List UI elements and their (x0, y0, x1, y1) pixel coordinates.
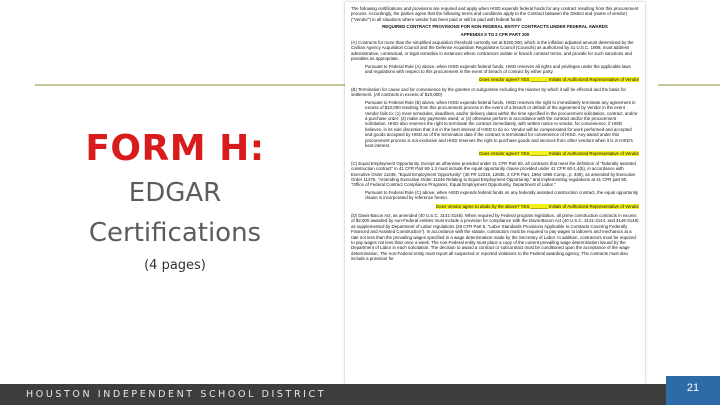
pages-note: (4 pages) (144, 258, 206, 273)
doc-heading: REQUIRED CONTRACT PROVISIONS FOR NON-FEDERAL ENTITY CONTRACTS UNDER FEDERAL AWARDS (382, 24, 608, 30)
divider-line (658, 84, 720, 86)
slide-title: FORM H: (85, 128, 265, 169)
slide-subtitle-line-2: Certifications (88, 218, 262, 248)
signature-line: Does Vendor agree to abide by the above? YES _______ Initials of Authorized Representative of Vendor (435, 203, 639, 209)
footer-bar (0, 384, 720, 405)
footer-district-name: HOUSTON INDEPENDENT SCHOOL DISTRICT (26, 389, 327, 400)
doc-section-b-pursuant: Pursuant to Federal Rule (B) above, when HISD expends federal funds, HISD reserves the right to immediately terminate any agreement in excess of $10,000 resulting from this procurement process in the event of a breach or default of the agreement by Vendor in the event Vendor fails to: (1) meet schedules, deadlines, and/or delivery dates within the time specified in the procurement solicitation, contract, and/or a purchase order; (2) make any payments owed; or (3) otherwise perform in accordance with the contract and/or the procurement solicitation. HISD also reserves the right to terminate the contract immediately, with written notice to vendor, for convenience, if HISD believes, in its sole discretion that it is in the best interest of HISD to do so. Vendor will be compensated for work performed and accepted and goods accepted by HISD as of the termination date if the contract is terminated for convenience of HISD. Any award under this procurement process is not exclusive and HISD reserves the right to purchase goods and services from other vendors when it is in HISD's best interest. (365, 99, 638, 148)
doc-section-b: (B) Termination for cause and for convenience by the grantee or subgrantee including the manner by which it will be effected and the basis for settlement. (All contracts in excess of $10,000) (351, 86, 626, 98)
title-block (55, 128, 295, 273)
signature-line: Does Vendor agree? YES _______ Initials of Authorized Representative of Vendor (479, 151, 639, 157)
slide-subtitle-line-1: EDGAR (128, 178, 222, 208)
divider-line (35, 84, 353, 86)
doc-section-c-pursuant: Pursuant to Federal Rule (C) above, when HISD expends federal funds on any federally assisted construction contract, the equal opportunity clause is incorporated by reference herein. (365, 189, 639, 201)
doc-section-c: (C) Equal Employment Opportunity. Except as otherwise provided under 41 CFR Part 60, all contracts that meet the definition of "federally assisted construction contract" in 41 CFR Part 60-1.3 must include the equal opportunity clause provided under 41 CFR 60-1.4(b), in accordance with Executive Order 11246, "Equal Employment Opportunity" (30 FR 12319, 12935, 3 CFR Part, 1964-1965 Comp., p. 339), as amended by Executive Order 11375, "Amending Executive Order 11246 Relating to Equal Employment Opportunity," and implementing regulations at 41 CFR part 60, "Office of Federal Contract Compliance Programs, Equal Employment Opportunity, Department of Labor." (351, 160, 636, 188)
document-image (345, 2, 645, 384)
doc-section-d: (D) Davis-Bacon Act, as amended (40 U.S.C. 3141-3148). When required by Federal program legislation, all prime construction contracts in excess of $2,000 awarded by non-Federal entities must include a provision for compliance with the Davis-Bacon Act (40 U.S.C. 3141-3144, and 3146-3148) as supplemented by Department of Labor regulations (29 CFR Part 5, "Labor Standards Provisions Applicable to Contracts Covering Federally Financed and Assisted Construction"). In accordance with the statute, contractors must be required to pay wages to laborers and mechanics at a rate not less than the prevailing wages specified in a wage determination made by the Secretary of Labor. In addition, contractors must be required to pay wages not less than once a week. The non-Federal entity must place a copy of the current prevailing wage determination issued by the Department of Labor in each solicitation. The decision to award a contract or subcontract must be conditioned upon the acceptance of the wage determination. The non-Federal entity must report all suspected or reported violations to the Federal awarding agency. The contracts must also include a provision for (351, 213, 639, 262)
doc-section-a: (A) Contracts for more than the simplified acquisition threshold currently set at $150,000, which is the inflation adjusted amount determined by the Civilian Agency Acquisition Council and the Defense Acquisition Regulations Council (Councils) as authorized by 41 U.S.C. 1908, must address administrative, contractual, or legal remedies in instances where contractors violate or breach contract terms, and provide for such sanctions and penalties as appropriate. (351, 40, 634, 62)
doc-subheading: APPENDIX II TO 2 CFR PART 200 (460, 31, 530, 37)
slide-number: 21 (666, 376, 720, 405)
doc-intro: The following certifications and provisions are required and apply when HISD expends federal funds for any contract resulting from this procurement process. Accordingly, the parties agree that the following terms and conditions apply to the Contract between the District and (name of vendor) ("Vendor") in all situations where vendor has been paid or will be paid with federal funds: (351, 6, 639, 22)
signature-line: Does Vendor agree? YES _______ Initials of Authorized Representative of Vendor (479, 77, 639, 83)
doc-section-a-pursuant: Pursuant to Federal Rule (A) above, when HISD expends federal funds, HISD reserves all rights and privileges under the applicable laws and regulations with respect to this procurement in the event of breach of contract by either party. (365, 63, 631, 75)
